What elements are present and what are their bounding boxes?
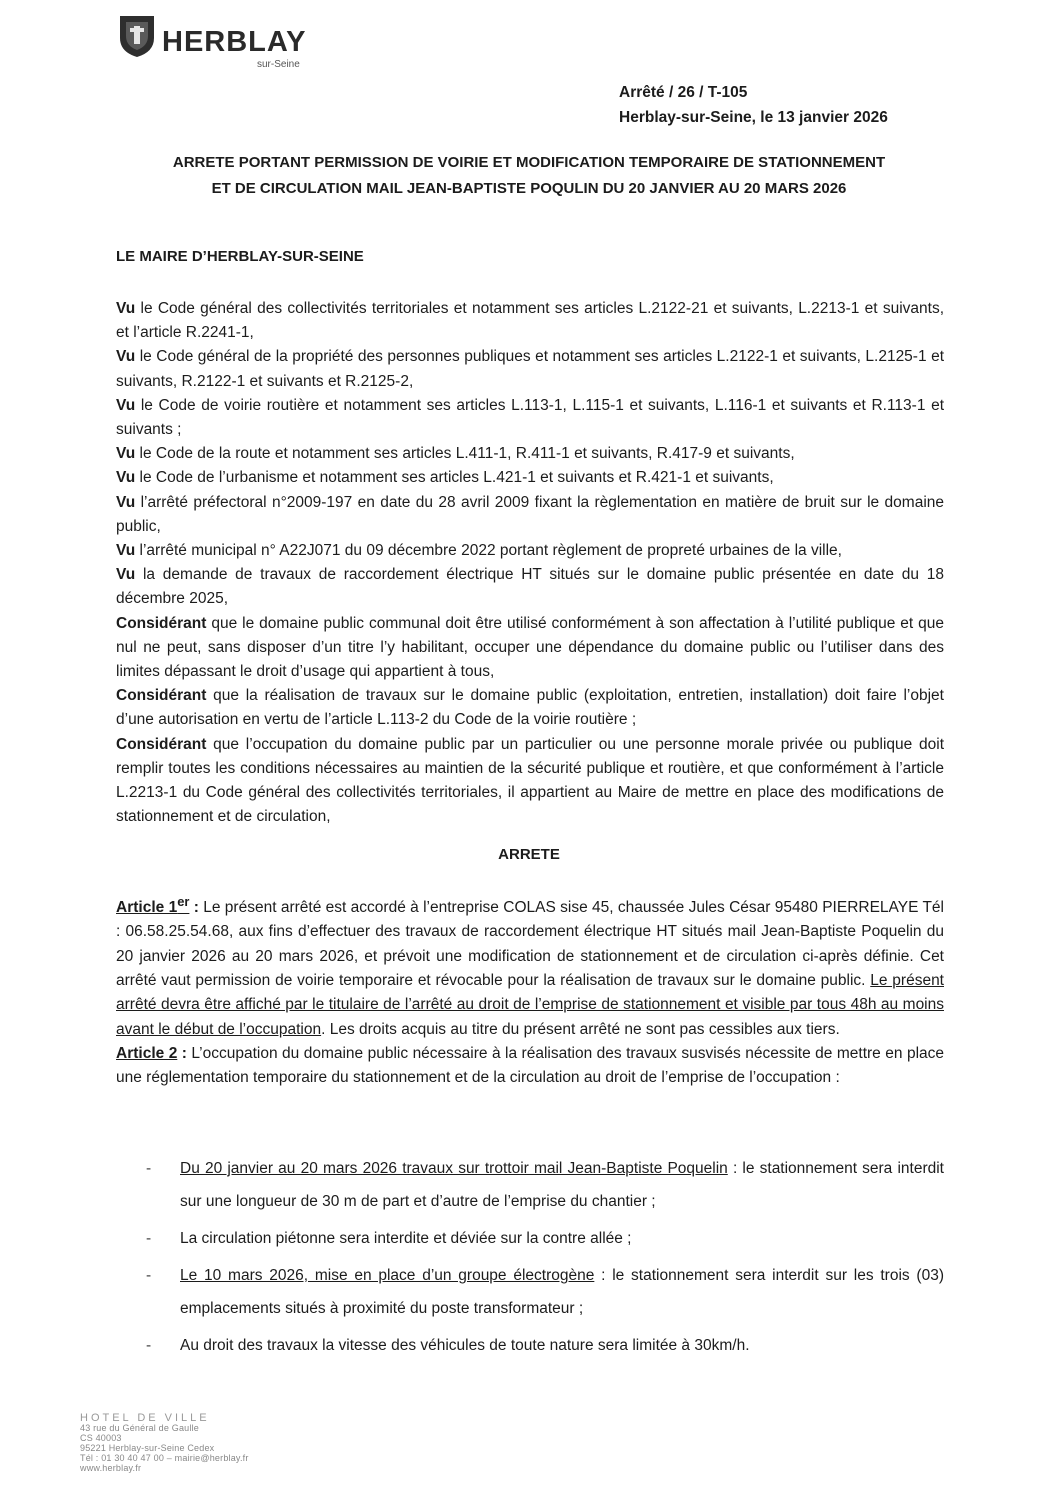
article-2: Article 2 : L’occupation du domaine public nécessaire à la réalisation des travaux susvisés nécessite de mettre en place une réglementation temporaire du stationnement et de la circulation au droit de l’emprise de l’occupation : — [116, 1044, 944, 1087]
measure-text: Au droit des travaux la vitesse des véhicules de toute nature sera limitée à 30km/h. — [180, 1337, 750, 1354]
article-1-label: Article 1er — [116, 894, 190, 917]
consideration-text: le Code général des collectivités territoriales et notamment ses articles L.2122-21 et suivants, L.2213-1 et suivants, et l’article R.2241-1, — [116, 300, 944, 342]
list-item — [116, 1329, 944, 1362]
consideration-keyword: Considérant — [116, 735, 207, 753]
article-1: Article 1er : Le présent arrêté est accordé à l’entreprise COLAS sise 45, chaussée Jules César 95480 PIERRELAYE Tél : 06.58.25.54.68, aux fins d’effectuer des travaux de raccordement électrique HT situés mail Jean-Baptiste Poquelin du 20 janvier 2026 au 20 mars 2026, et prévoit une modification de stationnement et de circulation ci-après définie. Cet arrêté vaut permission de voirie temporaire et révocable pour la réalisation de travaux sur le domaine public. Le présent arrêté devra être affiché par le titulaire de l’arrêté au droit de l’emprise de stationnement et visible par tous 48h au moins avant le début de l’occupation. Les droits acquis au titre du présent arrêté ne sont pas cessibles aux tiers. — [116, 894, 944, 1038]
measures-list — [116, 1152, 944, 1362]
article-1-text: Le présent arrêté est accordé à l’entreprise COLAS sise 45, chaussée Jules César 95480 PIERRELAYE Tél : 06.58.25.54.68, aux fins d’effectuer des travaux de raccordement électrique HT situés mail Jean-Baptiste Poquelin du 20 janvier 2026 au 20 mars 2026, et prévoit une modification de stationnement et de circulation ci-après définie. Cet arrêté vaut permission de voirie temporaire et révocable pour la réalisation de travaux sur le domaine public. — [116, 899, 944, 990]
consideration-item — [116, 539, 944, 563]
footer-line: 95221 Herblay-sur-Seine Cedex — [80, 1443, 215, 1453]
mayor-heading: LE MAIRE D’HERBLAY-SUR-SEINE — [116, 248, 364, 265]
measure-text: La circulation piétonne sera interdite et déviée sur la contre allée ; — [180, 1230, 632, 1247]
measure-period: Le 10 mars 2026, mise en place d’un groupe électrogène — [180, 1267, 595, 1284]
consideration-item — [116, 563, 944, 611]
consideration-item — [116, 442, 944, 466]
title-line: ARRETE PORTANT PERMISSION DE VOIRIE ET MODIFICATION TEMPORAIRE DE STATIONNEMENT — [172, 154, 886, 171]
dash-bullet: - — [146, 1337, 152, 1354]
consideration-text: l’arrêté préfectoral n°2009-197 en date du 28 avril 2009 fixant la règlementation en matière de bruit sur le domaine public, — [116, 493, 944, 535]
measure-text: : le stationnement sera interdit sur une longueur de 30 m de part et d’autre de l’emprise du chantier ; — [180, 1160, 944, 1210]
consideration-text: le Code de l’urbanisme et notamment ses articles L.421-1 et suivants et R.421-1 et suivants, — [135, 469, 774, 487]
consideration-text: le Code de la route et notamment ses articles L.411-1, R.411-1 et suivants, R.417-9 et suivants, — [135, 445, 795, 463]
consideration-keyword: Vu — [116, 493, 136, 511]
article-2-label: Article 2 — [116, 1044, 178, 1062]
consideration-text: que l’occupation du domaine public par un particulier ou une personne morale privée ou publique doit remplir toutes les conditions nécessaires au maintien de la sécurité publique et routière, et que conformément à l’article L.2213-1 du Code général des collectivités territoriales, il appartient au Maire de mettre en place des modifications de stationnement et de circulation, — [116, 735, 944, 826]
arrete-heading: ARRETE — [498, 846, 560, 863]
document-title — [80, 150, 978, 202]
article-1-text-end: . Les droits acquis au titre du présent arrêté ne sont pas cessibles aux tiers. — [321, 1020, 840, 1038]
footer-line: www.herblay.fr — [80, 1463, 142, 1473]
measure-text: : le stationnement sera interdit sur les trois (03) emplacements situés à proximité du poste transformateur ; — [180, 1267, 944, 1317]
article-2-text: L’occupation du domaine public nécessaire à la réalisation des travaux susvisés nécessite de mettre en place une réglementation temporaire du stationnement et de la circulation au droit de l’emprise de l’occupation : — [116, 1044, 944, 1087]
arrete-number: Arrêté / 26 / T-105 — [619, 84, 748, 101]
considerations — [116, 297, 944, 829]
logo-subtitle: sur-Seine — [257, 59, 300, 70]
footer-line: Tél : 01 30 40 47 00 – mairie@herblay.fr — [80, 1453, 249, 1463]
list-item — [116, 1152, 944, 1218]
footer-line: CS 40003 — [80, 1433, 122, 1443]
consideration-text: le Code de voirie routière et notamment ses articles L.113-1, L.115-1 et suivants, L.116-1 et suivants et R.113-1 et suivants ; — [116, 396, 944, 439]
footer-line: 43 rue du Général de Gaulle — [80, 1423, 199, 1433]
consideration-keyword: Vu — [116, 348, 136, 366]
list-item — [116, 1222, 944, 1255]
dash-bullet: - — [146, 1160, 152, 1177]
article-1-notice: Le présent arrêté devra être affiché par le titulaire de l’arrêté au droit de l’emprise de stationnement et visible par tous 48h au moins avant le début de l’occupation — [116, 972, 944, 1038]
dash-bullet: - — [146, 1230, 152, 1247]
consideration-keyword: Vu — [116, 445, 136, 463]
reference-block — [619, 80, 888, 130]
footer-title: HOTEL DE VILLE — [80, 1412, 210, 1424]
herblay-logo — [110, 14, 330, 74]
consideration-keyword: Vu — [116, 566, 136, 584]
articles — [116, 890, 944, 1091]
consideration-text: la demande de travaux de raccordement électrique HT situés sur le domaine public présentée en date du 18 décembre 2025, — [116, 566, 944, 608]
consideration-item — [116, 491, 944, 539]
consideration-keyword: Considérant — [116, 614, 207, 632]
title-line: ET DE CIRCULATION MAIL JEAN-BAPTISTE POQULIN DU 20 JANVIER AU 20 MARS 2026 — [211, 180, 847, 197]
dash-bullet: - — [146, 1267, 152, 1284]
place-date: Herblay-sur-Seine, le 13 janvier 2026 — [619, 109, 888, 126]
consideration-keyword: Vu — [116, 542, 136, 560]
consideration-item — [116, 297, 944, 345]
consideration-item — [116, 345, 944, 393]
consideration-text: que la réalisation de travaux sur le domaine public (exploitation, entretien, installation) doit faire l’objet d’une autorisation en vertu de l’article L.113-2 du Code de la voirie routière ; — [116, 687, 944, 729]
logo-name: HERBLAY — [162, 26, 307, 58]
consideration-item — [116, 394, 944, 442]
consideration-keyword: Vu — [116, 469, 136, 487]
footer-address — [80, 1413, 280, 1473]
consideration-item — [116, 684, 944, 732]
consideration-item — [116, 612, 944, 685]
consideration-text: le Code général de la propriété des personnes publiques et notamment ses articles L.2122-1 et suivants, L.2125-1 et suivants, R.2122-1 et suivants et R.2125-2, — [116, 348, 944, 390]
measure-period: Du 20 janvier au 20 mars 2026 travaux sur trottoir mail Jean-Baptiste Poquelin — [180, 1160, 728, 1177]
consideration-item — [116, 733, 944, 830]
consideration-keyword: Vu — [116, 300, 136, 317]
consideration-text: que le domaine public communal doit être utilisé conformément à son affectation à l’utilité publique et que nul ne peut, sans disposer d’un titre l’y habilitant, occuper une dépendance du domaine public ou l’utiliser dans des limites dépassant le droit d’usage qui appartient à tous, — [116, 614, 944, 681]
consideration-keyword: Considérant — [116, 687, 207, 705]
consideration-item — [116, 466, 944, 490]
consideration-text: l’arrêté municipal n° A22J071 du 09 décembre 2022 portant règlement de propreté urbaines de la ville, — [135, 542, 842, 560]
city-crest-icon — [118, 14, 156, 58]
list-item — [116, 1259, 944, 1325]
consideration-keyword: Vu — [116, 396, 136, 414]
